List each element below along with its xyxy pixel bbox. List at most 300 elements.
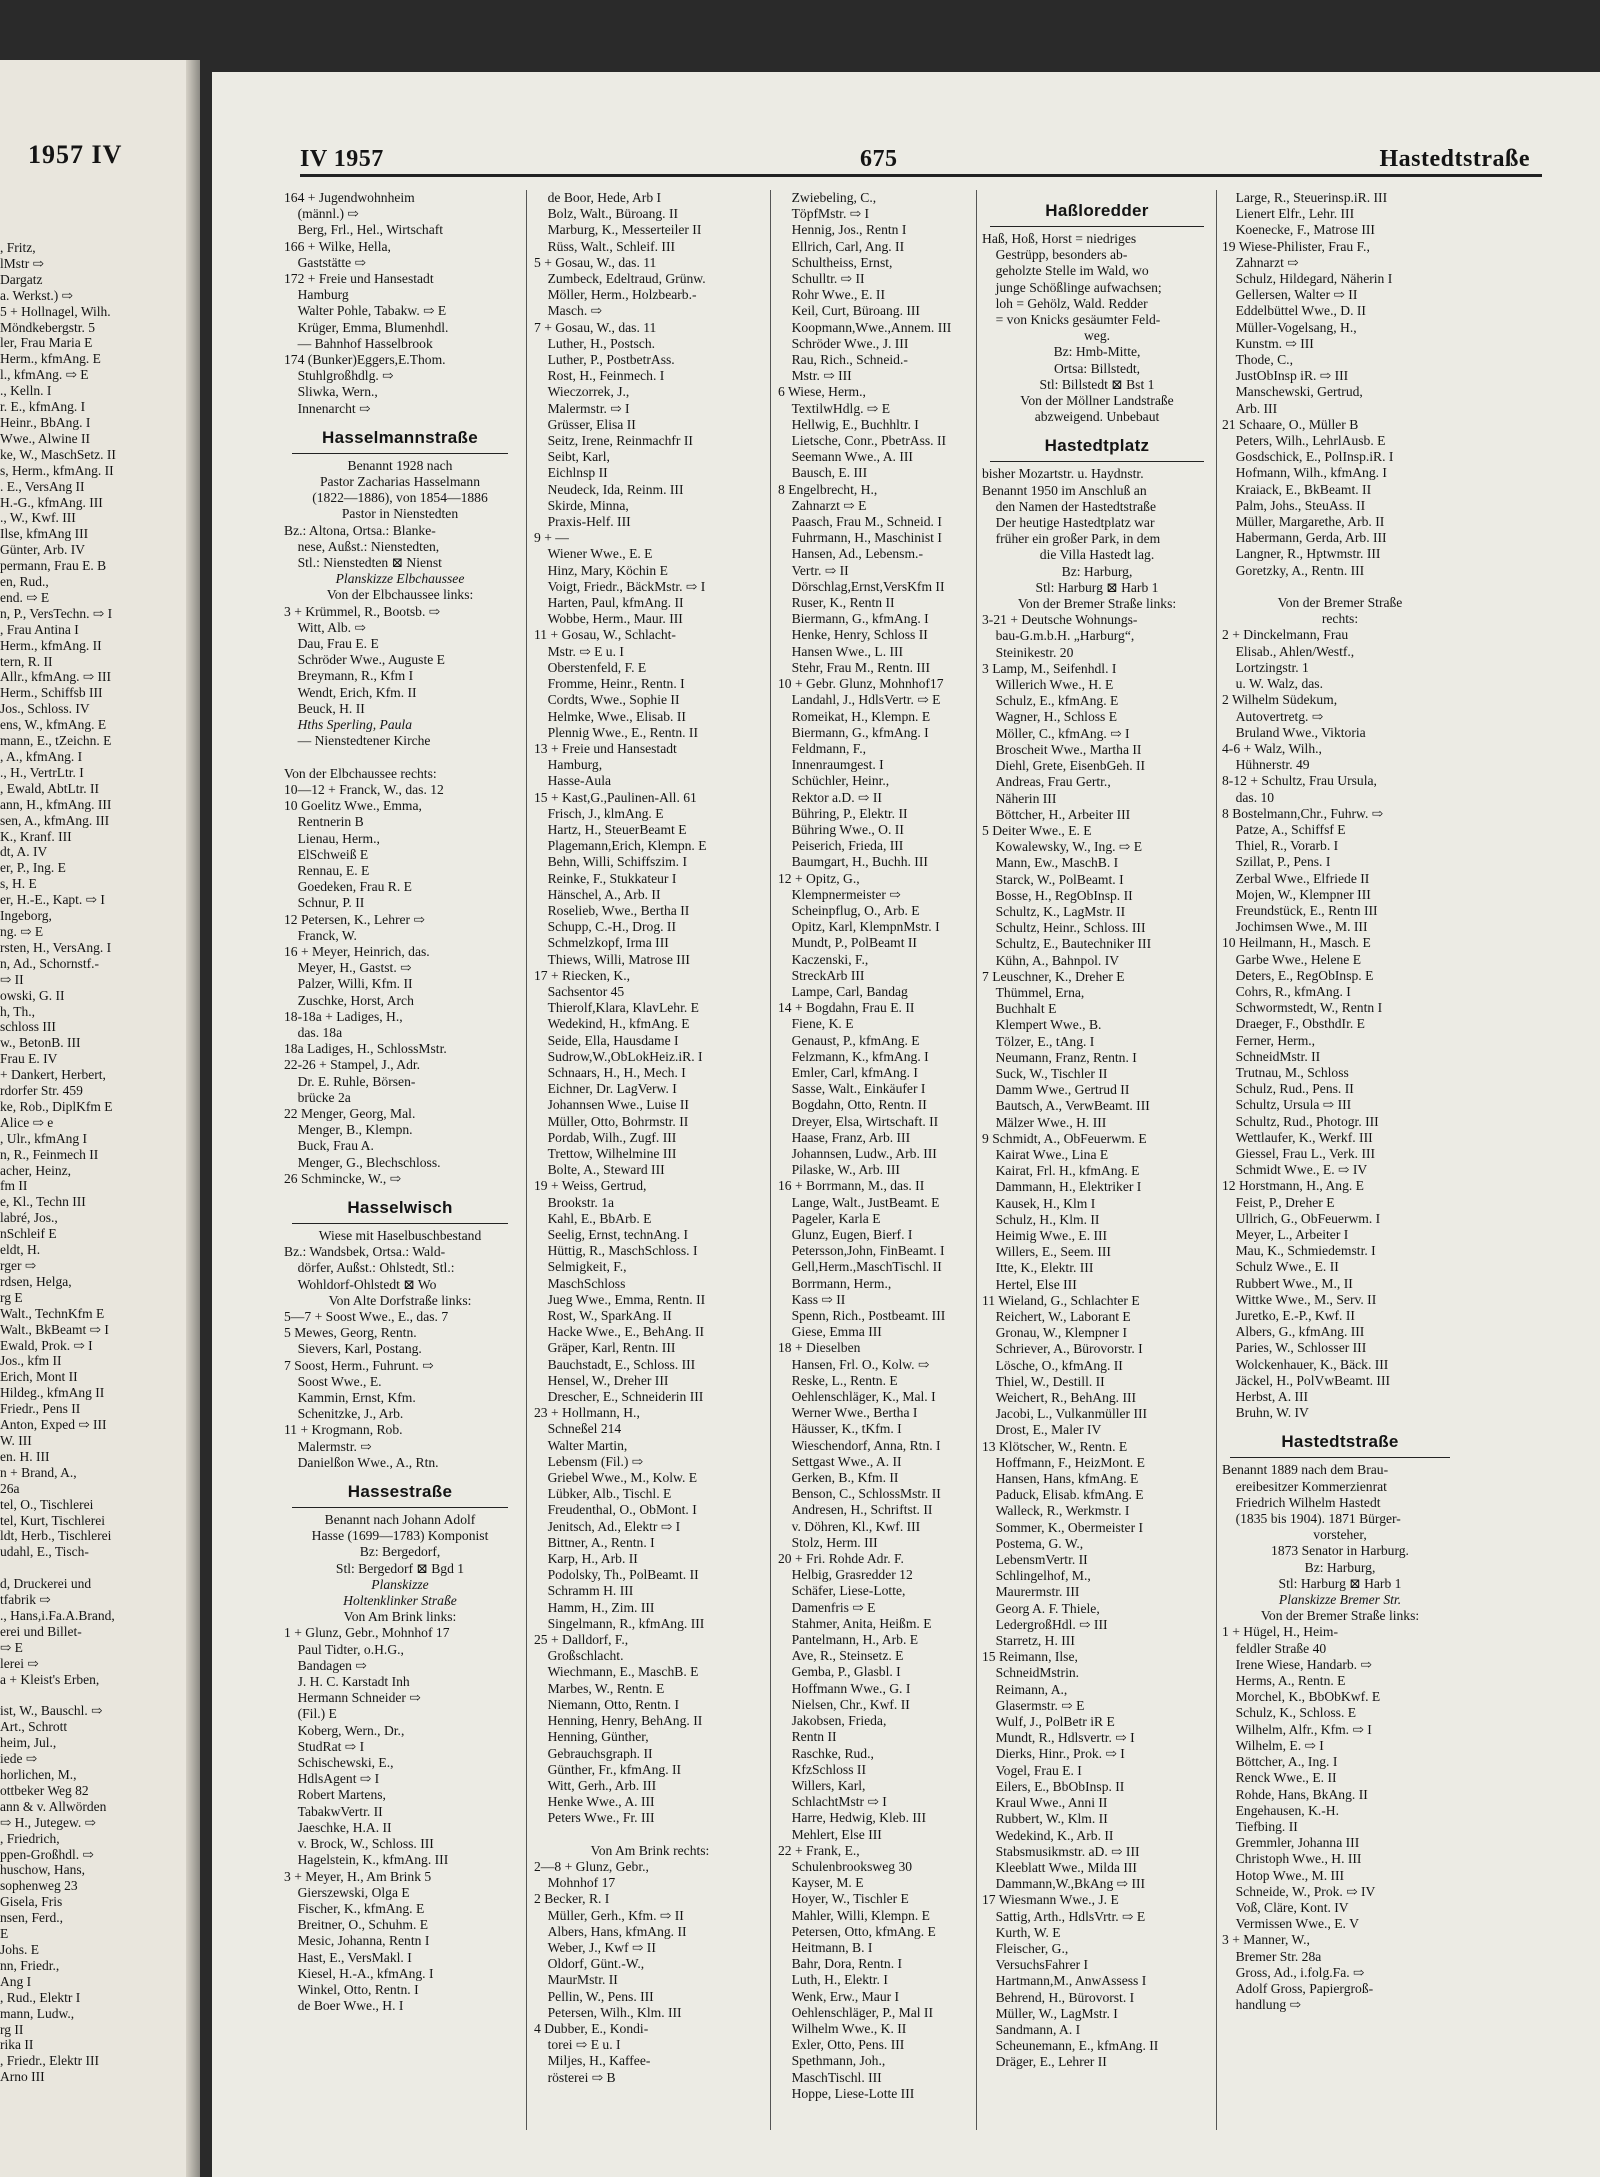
directory-entry: Bausch, E. III <box>778 465 868 481</box>
directory-entry: 22 Menger, Georg, Mal. <box>284 1105 416 1121</box>
directory-entry: Hamburg <box>284 287 349 303</box>
directory-entry: Eddelbüttel Wwe., D. II <box>1222 303 1366 319</box>
directory-entry: Thiel, W., Destill. II <box>982 1373 1105 1389</box>
previous-page-line: , Ewald, AbtLtr. II <box>0 780 99 796</box>
directory-entry: Krüger, Emma, Blumenhdl. <box>284 319 449 335</box>
column-divider <box>1216 190 1217 2130</box>
directory-entry: Heitmann, B. I <box>778 1939 873 1955</box>
previous-page-line: mann, E., tZeichn. E <box>0 733 112 749</box>
column-divider <box>526 190 527 2130</box>
directory-entry: Gellersen, Walter ⇨ II <box>1222 287 1358 303</box>
directory-entry: Wieschendorf, Anna, Rtn. I <box>778 1437 941 1453</box>
directory-entry: Müller, Otto, Bohrmstr. II <box>534 1113 689 1129</box>
directory-entry: Freundstück, E., Rentn III <box>1222 902 1378 918</box>
directory-entry: Schwormstedt, W., Rentn I <box>1222 1000 1383 1016</box>
previous-page-line: Dargatz <box>0 271 43 287</box>
directory-entry: 16 + Borrmann, M., das. II <box>778 1178 925 1194</box>
previous-page-line: ens, W., kfmAng. E <box>0 717 107 733</box>
directory-entry: Spenn, Rich., Postbeamt. III <box>778 1308 946 1324</box>
directory-entry: Reske, L., Rentn. E <box>778 1372 898 1388</box>
directory-entry: Stl.: Nienstedten ⊠ Nienst <box>284 555 442 571</box>
street-note: Pastor Zacharias Hasselmann <box>319 474 481 490</box>
directory-entry: Behrend, H., Bürovorst. I <box>982 1989 1135 2005</box>
directory-entry: Renck Wwe., E. II <box>1222 1770 1337 1786</box>
directory-entry: Eichner, Dr. LagVerw. I <box>534 1081 677 1097</box>
directory-entry: Klempnermeister ⇨ <box>778 886 901 902</box>
directory-entry: Näherin III <box>982 790 1057 806</box>
directory-entry: Bogdahn, Otto, Rentn. II <box>778 1097 927 1113</box>
previous-page-line: nsen, Ferd., <box>0 1910 63 1926</box>
directory-entry: Walter Pohle, Tabakw. ⇨ E <box>284 303 447 319</box>
directory-entry: 18a Ladiges, H., SchlossMstr. <box>284 1041 447 1057</box>
directory-entry: de Boor, Hede, Arb I <box>534 190 662 205</box>
directory-entry: 3 + Krümmel, R., Bootsb. ⇨ <box>284 603 441 619</box>
directory-entry: 7 Soost, Herm., Fuhrunt. ⇨ <box>284 1357 434 1373</box>
directory-entry: Bruhn, W. IV <box>1222 1405 1309 1421</box>
directory-entry: Kass ⇨ II <box>778 1291 846 1307</box>
directory-entry: Lampe, Carl, Bandag <box>778 983 908 999</box>
directory-entry: MaschSchloss <box>534 1275 626 1291</box>
previous-page-line: rdsen, Helga, <box>0 1273 72 1289</box>
directory-entry: dörfer, Außst.: Ohlstedt, Stl.: <box>284 1260 455 1276</box>
directory-entry: Schneide, W., Prok. ⇨ IV <box>1222 1883 1376 1899</box>
directory-entry: 3-21 + Deutsche Wohnungs- <box>982 612 1138 628</box>
street-note: Von der Elbchaussee links: <box>326 587 474 603</box>
directory-entry: Beuck, H. II <box>284 700 365 716</box>
directory-entry: Sachsentor 45 <box>534 983 625 999</box>
directory-entry: Feldmann, F., <box>778 740 867 756</box>
directory-entry: (männl.) ⇨ <box>284 206 359 222</box>
previous-page-line: n, Ad., Schornstf.- <box>0 955 99 971</box>
previous-page-line: erei und Billet- <box>0 1623 82 1639</box>
directory-entry: Paries, W., Schlosser III <box>1222 1340 1367 1356</box>
directory-entry: Feist, P., Dreher E <box>1222 1194 1335 1210</box>
directory-entry: Sievers, Karl, Postang. <box>284 1341 422 1357</box>
directory-entry: Plagemann,Erich, Klempn. E <box>534 838 707 854</box>
previous-page-line: Ewald, Prok. ⇨ I <box>0 1337 93 1353</box>
directory-entry: Reinke, F., Stukkateur I <box>534 870 677 886</box>
previous-page-line: ⇨ II <box>0 971 24 987</box>
directory-entry: Arb. III <box>1222 400 1278 416</box>
directory-entry: Fuhrmann, H., Maschinist I <box>778 530 942 546</box>
previous-page-line: rsten, H., VersAng. I <box>0 939 112 955</box>
directory-entry: 12 Petersen, K., Lehrer ⇨ <box>284 911 425 927</box>
directory-entry: Mesic, Johanna, Rentn I <box>284 1933 430 1949</box>
directory-entry: Jäckel, H., PolVwBeamt. III <box>1222 1372 1390 1388</box>
directory-entry: Rohr Wwe., E. II <box>778 287 885 303</box>
previous-page-line: n, P., VersTechn. ⇨ I <box>0 605 113 621</box>
directory-entry: 22 + Frank, E., <box>778 1842 860 1858</box>
directory-entry: Harten, Paul, kfmAng. II <box>534 595 684 611</box>
directory-entry: Schupp, C.-H., Drog. II <box>534 919 676 935</box>
directory-entry: 164 + Jugendwohnheim <box>284 190 415 205</box>
previous-page-line: nSchleif E <box>0 1226 57 1242</box>
directory-entry: Koberg, Wern., Dr., <box>284 1722 405 1738</box>
directory-entry: Seitz, Irene, Reinmachfr II <box>534 433 693 449</box>
previous-page-line: er, H.-E., Kapt. ⇨ I <box>0 892 105 908</box>
previous-page-line <box>0 1687 196 1703</box>
directory-entry: Stabsmusikmstr. aD. ⇨ III <box>982 1843 1140 1859</box>
directory-entry: Bolz, Walt., Büroang. II <box>534 206 679 222</box>
directory-entry: Hüttig, R., MaschSchloss. I <box>534 1243 698 1259</box>
directory-entry: Bosse, H., RegObInsp. II <box>982 887 1133 903</box>
directory-entry: Autovertretg. ⇨ <box>1222 708 1324 724</box>
directory-entry: Hermann Schneider ⇨ <box>284 1690 421 1706</box>
directory-entry: Wettlaufer, K., Werkf. III <box>1222 1129 1373 1145</box>
previous-page-line: E <box>0 1926 9 1942</box>
directory-entry: Hamburg, <box>534 757 603 773</box>
directory-entry: Paduck, Elisab. kfmAng. E <box>982 1487 1144 1503</box>
previous-page-line: heim, Jul., <box>0 1735 57 1751</box>
directory-entry: Diehl, Grete, EisenbGeh. II <box>982 758 1146 774</box>
directory-entry: Hänschel, A., Arb. II <box>534 886 661 902</box>
previous-page-line: , Rud., Elektr I <box>0 1989 81 2005</box>
directory-entry: das. 10 <box>1222 789 1275 805</box>
directory-entry: Haß, Hoß, Horst = niedriges <box>982 231 1137 246</box>
directory-entry: Schulz, E., kfmAng. E <box>982 693 1119 709</box>
directory-entry: Henning, Günther, <box>534 1729 649 1745</box>
directory-entry: Kühn, A., Bahnpol. IV <box>982 952 1120 968</box>
directory-entry: Marbes, W., Rentn. E <box>534 1680 665 1696</box>
directory-entry: 2 Becker, R. I <box>534 1891 610 1907</box>
directory-entry: u. W. Walz, das. <box>1222 676 1323 692</box>
directory-entry: Glasermstr. ⇨ E <box>982 1697 1085 1713</box>
directory-entry: Hartz, H., SteuerBeamt E <box>534 821 687 837</box>
previous-page-line: Herm., kfmAng. E <box>0 351 101 367</box>
directory-entry: Dammann, H., Elektriker I <box>982 1179 1142 1195</box>
directory-entry: Paul Tidter, o.H.G., <box>284 1641 404 1657</box>
previous-page-line: Herm., kfmAng. II <box>0 637 102 653</box>
directory-entry: Ullrich, G., ObFeuerwm. I <box>1222 1210 1381 1226</box>
directory-entry: Wilhelm Wwe., K. II <box>778 2020 907 2036</box>
directory-entry: Seelig, Ernst, technAng. I <box>534 1227 689 1242</box>
directory-entry: Suck, W., Tischler II <box>982 1065 1108 1081</box>
street-note: Wiese mit Haselbuschbestand <box>318 1227 482 1243</box>
directory-entry: Schmelzkopf, Irma III <box>534 935 669 951</box>
directory-entry: Stolz, Herm. III <box>778 1534 878 1550</box>
directory-entry: Jenitsch, Ad., Elektr ⇨ I <box>534 1518 681 1534</box>
directory-entry: Langner, R., Hptwmstr. III <box>1222 546 1381 562</box>
directory-entry: 11 + Krogmann, Rob. <box>284 1422 403 1438</box>
directory-entry: geholzte Stelle im Wald, wo <box>982 263 1149 279</box>
directory-entry: Helbig, Grasredder 12 <box>778 1567 913 1583</box>
directory-entry: Wagner, H., Schloss E <box>982 709 1118 725</box>
directory-entry: Selmigkeit, F., <box>534 1259 627 1275</box>
column-1 <box>284 190 516 2014</box>
directory-entry: Rentn II <box>778 1729 837 1745</box>
directory-entry: Kunstm. ⇨ III <box>1222 335 1314 351</box>
directory-entry: Goretzky, A., Rentn. III <box>1222 562 1365 578</box>
directory-entry: Wedekind, K., Arb. II <box>982 1827 1114 1843</box>
previous-page-line: n, R., Feinmech II <box>0 1146 99 1162</box>
directory-entry: Gräper, Karl, Rentn. III <box>534 1340 676 1356</box>
directory-entry: Praxis-Helf. III <box>534 514 631 530</box>
street-note: Bz: Bergedorf, <box>359 1544 441 1560</box>
directory-entry: 21 Schaare, O., Müller B <box>1222 416 1359 432</box>
previous-page-line: a + Kleist's Erben, <box>0 1671 100 1687</box>
previous-page-line: ., W., Kwf. III <box>0 510 76 526</box>
directory-entry: Hamm, H., Zim. III <box>534 1599 655 1615</box>
street-note: vorsteher, <box>1313 1527 1367 1543</box>
directory-entry: 26 Schmincke, W., ⇨ <box>284 1170 402 1186</box>
directory-entry <box>1222 579 1458 595</box>
directory-entry: Seibt, Karl, <box>534 449 610 465</box>
street-note: Von der Bremer Straße <box>1277 595 1403 611</box>
directory-entry: Luther, H., Postsch. <box>534 335 656 351</box>
directory-entry: Raschke, Rud., <box>778 1745 874 1761</box>
directory-entry: 4-6 + Walz, Wilh., <box>1222 740 1322 756</box>
directory-entry: Dr. E. Ruhle, Börsen- <box>284 1073 416 1089</box>
directory-entry: Voß, Cläre, Kont. IV <box>1222 1899 1349 1915</box>
directory-entry: 12 + Opitz, G., <box>778 870 860 886</box>
directory-entry: Christoph Wwe., H. III <box>1222 1851 1362 1867</box>
directory-entry: Lange, Walt., JustBeamt. E <box>778 1194 940 1210</box>
directory-entry: 1 + Hügel, H., Heim- <box>1222 1624 1339 1640</box>
previous-page-line: sophenweg 23 <box>0 1878 78 1894</box>
directory-entry: Trutnau, M., Schloss <box>1222 1064 1349 1080</box>
directory-entry: Schnaars, H., H., Mech. I <box>534 1064 686 1080</box>
directory-entry: Johannsen, Ludw., Arb. III <box>778 1145 937 1161</box>
directory-entry: Innenraumgest. I <box>778 757 884 773</box>
volume-year: IV 1957 <box>300 146 384 172</box>
directory-entry: Exler, Otto, Pens. III <box>778 2037 905 2053</box>
directory-entry: Felzmann, K., kfmAng. I <box>778 1048 929 1064</box>
directory-entry: Thode, C., <box>1222 352 1293 368</box>
directory-entry: Willers, E., Seem. III <box>982 1244 1111 1260</box>
directory-entry: Lösche, O., kfmAng. II <box>982 1357 1123 1373</box>
directory-entry: Niemann, Otto, Rentn. I <box>534 1696 679 1712</box>
previous-page-line: n + Brand, A., <box>0 1464 77 1480</box>
previous-page-line: h, Th., <box>0 1003 36 1019</box>
directory-entry: Andreas, Frau Gertr., <box>982 774 1111 790</box>
directory-entry: 10 Goelitz Wwe., Emma, <box>284 798 422 814</box>
previous-page-text <box>0 240 196 2085</box>
directory-entry: Steinikestr. 20 <box>982 644 1074 660</box>
street-note: Von der Möllner Landstraße <box>1020 393 1174 409</box>
directory-entry: Menger, B., Klempn. <box>284 1122 413 1138</box>
previous-page-line: eldt, H. <box>0 1242 41 1258</box>
directory-entry: Herms, A., Rentn. E <box>1222 1673 1346 1689</box>
directory-entry: Irene Wiese, Handarb. ⇨ <box>1222 1656 1372 1672</box>
directory-entry: Schultheiss, Ernst, <box>778 254 893 270</box>
directory-entry: Henke, Henry, Schloss II <box>778 627 928 643</box>
directory-entry: Innenarcht ⇨ <box>284 400 371 416</box>
directory-entry: Schultz, K., LagMstr. II <box>982 903 1126 919</box>
directory-entry: Gosdschick, E., PolInsp.iR. I <box>1222 449 1394 465</box>
directory-entry: 174 (Bunker)Eggers,E.Thom. <box>284 352 446 368</box>
directory-entry: 11 + Gosau, W., Schlacht- <box>534 627 676 643</box>
directory-entry: Grüsser, Elisa II <box>534 416 636 432</box>
previous-page-line: , Friedrich, <box>0 1830 60 1846</box>
directory-entry: Friedrich Wilhelm Hastedt <box>1222 1494 1381 1510</box>
directory-entry: Kowalewsky, W., Ing. ⇨ E <box>982 839 1143 855</box>
directory-entry: Pordab, Wilh., Zugf. III <box>534 1129 677 1145</box>
directory-entry: 7 Leuschner, K., Dreher E <box>982 968 1125 984</box>
previous-page-line: Ilse, kfmAng III <box>0 526 89 542</box>
directory-entry: Oldorf, Günt.-W., <box>534 1956 645 1972</box>
directory-entry: Großschlacht. <box>534 1648 624 1664</box>
directory-entry: Pageler, Karla E <box>778 1210 881 1226</box>
directory-entry: Hoyer, W., Tischler E <box>778 1891 909 1907</box>
directory-entry <box>534 1827 766 1843</box>
directory-entry: Starck, W., PolBeamt. I <box>982 871 1124 887</box>
directory-entry: 23 + Hollmann, H., <box>534 1405 640 1421</box>
previous-page-line: ldt, Herb., Tischlerei <box>0 1528 112 1544</box>
directory-entry: Berg, Frl., Hel., Wirtschaft <box>284 222 444 238</box>
page-fold <box>186 60 200 2177</box>
directory-entry: Hansen Wwe., L. III <box>778 643 904 659</box>
directory-entry: früher ein großer Park, in dem <box>982 531 1161 547</box>
directory-entry: Rektor a.D. ⇨ II <box>778 789 882 805</box>
directory-entry: Adolf Gross, Papiergroß- <box>1222 1980 1374 1996</box>
directory-entry: Bittner, A., Rentn. I <box>534 1534 655 1550</box>
directory-entry: Opitz, Karl, KlempnMstr. I <box>778 919 940 935</box>
directory-entry: Mstr. ⇨ III <box>778 368 852 384</box>
directory-entry: das. 18a <box>284 1024 343 1040</box>
directory-entry: Bautsch, A., VerwBeamt. III <box>982 1098 1150 1114</box>
directory-entry: Hoffmann Wwe., G. I <box>778 1680 911 1696</box>
previous-page-line: Jos., kfm II <box>0 1353 62 1369</box>
directory-entry: Hinz, Mary, Köchin E <box>534 562 668 578</box>
directory-entry: Freudenthal, O., ObMont. I <box>534 1502 697 1518</box>
directory-entry: Pellin, W., Pens. III <box>534 1988 654 2004</box>
directory-entry: Henning, Henry, BehAng. II <box>534 1713 703 1729</box>
street-heading: Hastedtstraße <box>1230 1427 1450 1458</box>
directory-entry: 6 Wiese, Herm., <box>778 384 866 400</box>
directory-entry: 3 + Manner, W., <box>1222 1932 1310 1948</box>
directory-entry: 5 Mewes, Georg, Rentn. <box>284 1325 417 1341</box>
previous-page-line: , Ulr., kfmAng I <box>0 1130 87 1146</box>
directory-entry: Kammin, Ernst, Kfm. <box>284 1390 416 1406</box>
directory-entry: junge Schößlinge aufwachsen; <box>982 279 1162 295</box>
directory-entry: Schramm H. III <box>534 1583 634 1599</box>
directory-entry: Mahler, Willi, Klempn. E <box>778 1907 930 1923</box>
directory-entry: Wendt, Erich, Kfm. II <box>284 684 417 700</box>
directory-entry: Schultz, Rud., Photogr. III <box>1222 1113 1379 1129</box>
directory-entry: Wohldorf-Ohlstedt ⊠ Wo <box>284 1276 437 1292</box>
directory-entry: Dräger, E., Lehrer II <box>982 2054 1107 2070</box>
street-note: Von der Bremer Straße links: <box>1017 596 1177 612</box>
directory-entry: handlung ⇨ <box>1222 1997 1301 2013</box>
directory-entry: 17 + Riecken, K., <box>534 967 631 983</box>
directory-entry: 2—8 + Glunz, Gebr., <box>534 1858 649 1874</box>
directory-entry: Herbst, A. III <box>1222 1389 1309 1405</box>
directory-entry: Giessel, Frau L., Verk. III <box>1222 1145 1376 1161</box>
directory-entry: Gross, Ad., i.folg.Fa. ⇨ <box>1222 1964 1365 1980</box>
street-note: Planskizze Elbchaussee <box>335 571 465 587</box>
directory-entry: 5 Deiter Wwe., E. E <box>982 822 1092 838</box>
directory-entry: Pantelmann, H., Arb. E <box>778 1632 919 1648</box>
directory-entry: Müller, W., LagMstr. I <box>982 2005 1118 2021</box>
directory-entry: Mau, K., Schmiedemstr. I <box>1222 1243 1376 1259</box>
directory-entry: Damm Wwe., Gertrud II <box>982 1082 1130 1098</box>
directory-entry: Walleck, R., Werkmstr. I <box>982 1503 1130 1519</box>
directory-entry: Vogel, Frau E. I <box>982 1762 1082 1778</box>
previous-page-line: udahl, E., Tisch- <box>0 1544 89 1560</box>
previous-page-line: sen, A., kfmAng. III <box>0 812 110 828</box>
directory-entry: Reichert, W., Laborant E <box>982 1309 1131 1324</box>
previous-page-line: nn, Friedr., <box>0 1957 60 1973</box>
previous-page-line: Möndkebergstr. 5 <box>0 319 95 335</box>
directory-entry: Engehausen, K.-H. <box>1222 1802 1340 1818</box>
directory-entry: Dörschlag,Ernst,VersKfm II <box>778 578 945 594</box>
directory-entry: Albers, Hans, kfmAng. II <box>534 1923 687 1939</box>
directory-entry: Hartmann,M., AnwAssess I <box>982 1973 1147 1989</box>
directory-entry: brücke 2a <box>284 1089 351 1105</box>
directory-entry: Hellwig, E., Buchhltr. I <box>778 416 919 432</box>
directory-entry: Albers, G., kfmAng. III <box>1222 1324 1365 1340</box>
previous-page-line: lMstr ⇨ <box>0 255 44 271</box>
previous-page-line: dt, A. IV <box>0 844 48 860</box>
directory-entry: Lebensm (Fil.) ⇨ <box>534 1453 644 1469</box>
previous-page-line: fm II <box>0 1178 28 1194</box>
directory-entry: Bühring Wwe., O. II <box>778 821 904 837</box>
street-note: Bz: Harburg, <box>1304 1559 1376 1575</box>
directory-entry: SchneidMstrin. <box>982 1665 1080 1681</box>
directory-entry: 11 Wieland, G., Schlachter E <box>982 1292 1140 1308</box>
directory-entry: de Boer Wwe., H. I <box>284 1998 404 2014</box>
directory-entry: Jochimsen Wwe., M. III <box>1222 919 1368 935</box>
directory-entry: Bahr, Dora, Rentn. I <box>778 1956 903 1972</box>
directory-entry: Schenitzke, J., Arb. <box>284 1406 404 1422</box>
directory-entry: Breitner, O., Schuhm. E <box>284 1917 429 1933</box>
directory-entry: Dau, Frau E. E <box>284 636 379 652</box>
directory-entry: Malermstr. ⇨ I <box>534 400 630 416</box>
directory-entry: Luther, P., PostbetrAss. <box>534 352 675 368</box>
street-note: Holtenklinker Straße <box>343 1593 457 1609</box>
previous-page-line: Frau E. IV <box>0 1051 58 1067</box>
directory-entry: — Bahnhof Hasselbrook <box>284 335 433 351</box>
directory-entry: Szillat, P., Pens. I <box>1222 854 1331 870</box>
directory-entry: Dreyer, Elsa, Wirtschaft. II <box>778 1113 939 1129</box>
directory-entry: Sommer, K., Obermeister I <box>982 1519 1144 1535</box>
street-note: Stl: Harburg ⊠ Harb 1 <box>1035 579 1159 595</box>
directory-entry: 3 Lamp, M., Seifenhdl. I <box>982 660 1117 676</box>
directory-entry: Schäfer, Liese-Lotte, <box>778 1583 906 1599</box>
directory-entry: Bauchstadt, E., Schloss. III <box>534 1356 696 1372</box>
directory-entry: Schulz, K., Schloss. E <box>1222 1705 1357 1721</box>
previous-page-line: , Fritz, <box>0 240 36 255</box>
directory-entry: Ellrich, Carl, Ang. II <box>778 238 905 254</box>
directory-entry: Manschewski, Gertrud, <box>1222 384 1363 400</box>
directory-entry: Fromme, Heinr., Rentn. I <box>534 676 685 692</box>
directory-entry: Ferner, Herm., <box>1222 1032 1316 1048</box>
directory-entry: Walter Martin, <box>534 1437 628 1453</box>
street-note: Von der Bremer Straße links: <box>1260 1608 1420 1624</box>
directory-entry: Goedeken, Frau R. E <box>284 879 412 895</box>
directory-entry: 14 + Bogdahn, Frau E. II <box>778 1000 915 1016</box>
directory-entry: StudRat ⇨ I <box>284 1738 365 1754</box>
directory-entry: Sudrow,W.,ObLokHeiz.iR. I <box>534 1048 703 1064</box>
directory-entry: Gemba, P., Glasbl. I <box>778 1664 901 1680</box>
directory-entry: Danielßon Wwe., A., Rtn. <box>284 1454 439 1470</box>
directory-entry: Kahl, E., BbArb. E <box>534 1210 652 1226</box>
previous-page-line: Arno III <box>0 2069 45 2085</box>
directory-entry: Jakobsen, Frieda, <box>778 1713 887 1729</box>
previous-page-line: Ingeborg, <box>0 908 52 924</box>
directory-entry: Damenfris ⇨ E <box>778 1599 876 1615</box>
previous-page-line: K., Kranf. III <box>0 828 72 844</box>
directory-entry: 10—12 + Franck, W., das. 12 <box>284 781 444 797</box>
directory-entry: ElSchweiß E <box>284 846 369 862</box>
directory-entry: Marburg, K., Messerteiler II <box>534 222 702 238</box>
directory-entry: 3 + Meyer, H., Am Brink 5 <box>284 1868 432 1884</box>
directory-entry: Gierszewski, Olga E <box>284 1884 410 1900</box>
directory-entry: SchneidMstr. II <box>1222 1048 1321 1064</box>
previous-page-line: Gisela, Fris <box>0 1894 63 1910</box>
directory-entry: Roselieb, Wwe., Bertha II <box>534 902 690 918</box>
directory-entry: bisher Mozartstr. u. Haydnstr. <box>982 466 1144 482</box>
